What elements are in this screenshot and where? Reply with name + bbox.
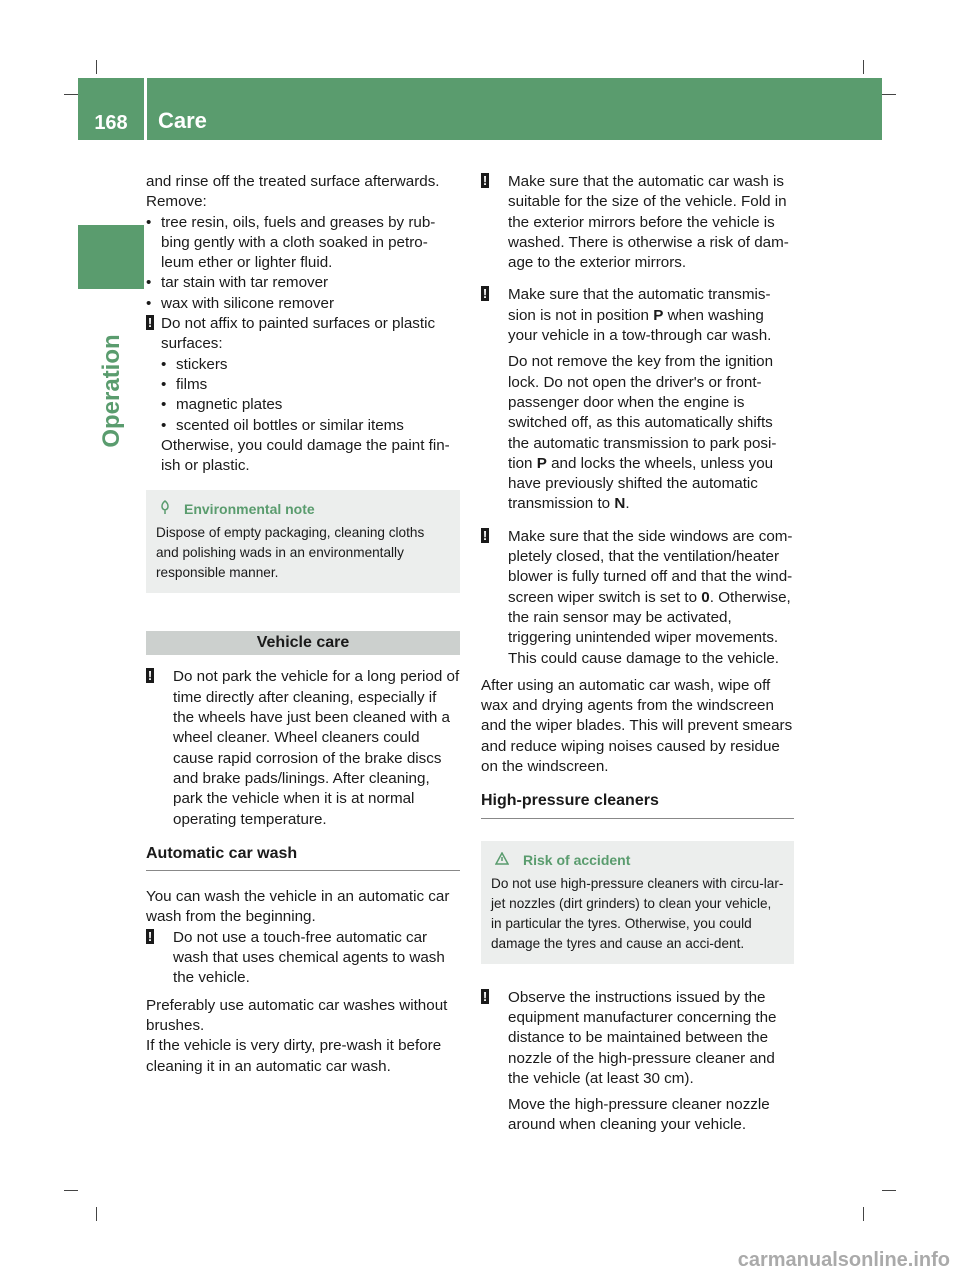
list-item: • wax with silicone remover xyxy=(146,294,460,314)
list-item: • tar stain with tar remover xyxy=(146,273,460,293)
exclamation-icon: ! xyxy=(482,988,488,1004)
warning-triangle-icon xyxy=(495,850,509,870)
note-text: Do not use high-pressure cleaners with circu-lar-jet nozzles (dirt grinders) to clean your vehicle, in particular the tyres. Otherwise, you could damage the tyres and cause an acci-dent. xyxy=(491,875,784,951)
switch-position: 0 xyxy=(701,588,710,606)
warning-note xyxy=(481,988,794,1136)
text-run: . xyxy=(625,495,630,513)
text-run: Do not remove the key from the ignition lock. Do not open the driver's or front-passenger door when the engine is switched off, as this automatically shifts the automatic transmission to park posi-tion xyxy=(508,353,777,472)
text-run: Make sure that the automatic transmis-sion is not in position xyxy=(508,286,771,324)
warning-note xyxy=(146,667,460,829)
warning-text xyxy=(496,988,794,1136)
gear-position: P xyxy=(536,454,547,472)
warning-text: Make sure that the automatic car wash is suitable for the size of the vehicle. Fold in the exterior mirrors before the vehicle is washed. There is otherwise a risk of dam-age to the exterior mirrors. xyxy=(508,173,789,272)
text-run: when washing your vehicle in a tow-through car wash. xyxy=(508,306,772,345)
crop-mark xyxy=(96,1207,97,1221)
section-tab xyxy=(92,296,132,486)
warning-text: Do not park the vehicle for a long period of time directly after cleaning, especially if the wheels have just been cleaned with a wheel cleaner. Wheel cleaners could cause rapid corrosion of the brake discs and brake pads/linings. After cleaning, park the vehicle when it is at normal operating temperature. xyxy=(173,668,460,828)
subsection-heading: Automatic car wash xyxy=(146,844,460,871)
list-item: • tree resin, oils, fuels and greases by rub-bing gently with a cloth soaked in petro-leum ether or lighter fluid. xyxy=(146,213,460,274)
warning-text: Otherwise, you could damage the paint fin-ish or plastic. xyxy=(161,436,450,475)
note-text: Dispose of empty packaging, cleaning cloths and polishing wads in an environmentally responsible manner. xyxy=(156,525,425,581)
left-column xyxy=(146,172,460,1077)
crop-mark xyxy=(863,1207,864,1221)
warning-note xyxy=(481,527,794,669)
crop-mark xyxy=(882,1190,896,1191)
header-divider xyxy=(144,78,147,140)
risk-warning-box xyxy=(481,841,794,964)
crop-mark xyxy=(882,94,896,95)
warning-text xyxy=(496,285,794,514)
exclamation-icon: ! xyxy=(482,173,488,188)
warning-note xyxy=(146,928,460,989)
header-bar xyxy=(78,78,882,140)
text-run: Make sure that the side windows are com-pletely closed, that the ventilation/heater blower is fully turned off and that the wind-screen wiper switch is set to xyxy=(508,527,793,606)
text-run: Observe the instructions issued by the equipment manufacturer concerning the distance to be maintained between the nozzle of the high-pressure cleaner and the vehicle (at least 30 cm). xyxy=(508,988,777,1087)
text-run: and locks the wheels, unless you have previously shifted the automatic transmission to xyxy=(508,454,774,513)
list-item: • films xyxy=(161,375,460,395)
paragraph: Remove: xyxy=(146,193,207,211)
crop-mark xyxy=(64,1190,78,1191)
exclamation-icon: ! xyxy=(147,668,153,684)
subsection-heading: High-pressure cleaners xyxy=(481,791,794,818)
warning-continuation xyxy=(508,352,794,514)
warning-note xyxy=(146,314,460,476)
text-run: . Otherwise, the rain sensor may be activated, triggering unintended wiper movements. This could cause damage to the vehicle. xyxy=(508,588,791,667)
warning-continuation: Move the high-pressure cleaner nozzle around when cleaning your vehicle. xyxy=(508,1096,770,1134)
paragraph: If the vehicle is very dirty, pre-wash it before cleaning it in an automatic car wash. xyxy=(146,1037,442,1075)
warning-text xyxy=(496,527,794,669)
paragraph: and rinse off the treated surface afterwards. xyxy=(146,173,440,190)
paragraph: You can wash the vehicle in an automatic car wash from the beginning. xyxy=(146,888,450,926)
note-heading xyxy=(491,850,784,870)
exclamation-icon: ! xyxy=(147,928,153,944)
watermark: carmanualsonline.info xyxy=(737,1249,950,1271)
page-number: 168 xyxy=(94,112,128,134)
warning-note xyxy=(481,285,794,514)
paragraph: Preferably use automatic car washes without brushes. xyxy=(146,996,448,1034)
note-heading xyxy=(156,499,450,519)
section-heading: Vehicle care xyxy=(146,631,460,655)
exclamation-icon: ! xyxy=(147,315,153,331)
gear-position: N xyxy=(614,495,626,513)
list-item: • stickers xyxy=(161,355,460,375)
list-item: • magnetic plates xyxy=(161,395,460,415)
crop-mark xyxy=(863,60,864,74)
crop-mark xyxy=(64,94,78,95)
crop-mark xyxy=(96,60,97,74)
note-title: Environmental note xyxy=(184,501,315,518)
warning-text: Do not affix to painted surfaces or plastic surfaces: xyxy=(161,315,436,353)
warning-note xyxy=(481,172,794,273)
environment-icon xyxy=(160,499,170,519)
exclamation-icon: ! xyxy=(482,527,488,543)
section-tab-block xyxy=(78,225,144,289)
section-label: Operation xyxy=(98,334,125,448)
warning-text: Do not use a touch-free automatic car wash that uses chemical agents to wash the vehicle. xyxy=(173,928,445,987)
paragraph: After using an automatic car wash, wipe off wax and drying agents from the windscreen and the wiper blades. This will prevent smears and reduce wiping noises caused by residue on the windscreen. xyxy=(481,676,793,776)
gear-position: P xyxy=(653,306,664,324)
note-title: Risk of accident xyxy=(523,851,631,868)
page-title: Care xyxy=(158,108,207,133)
environmental-note xyxy=(146,490,460,593)
list-item: • scented oil bottles or similar items xyxy=(161,416,460,436)
exclamation-icon: ! xyxy=(482,286,488,302)
right-column xyxy=(481,172,794,1143)
